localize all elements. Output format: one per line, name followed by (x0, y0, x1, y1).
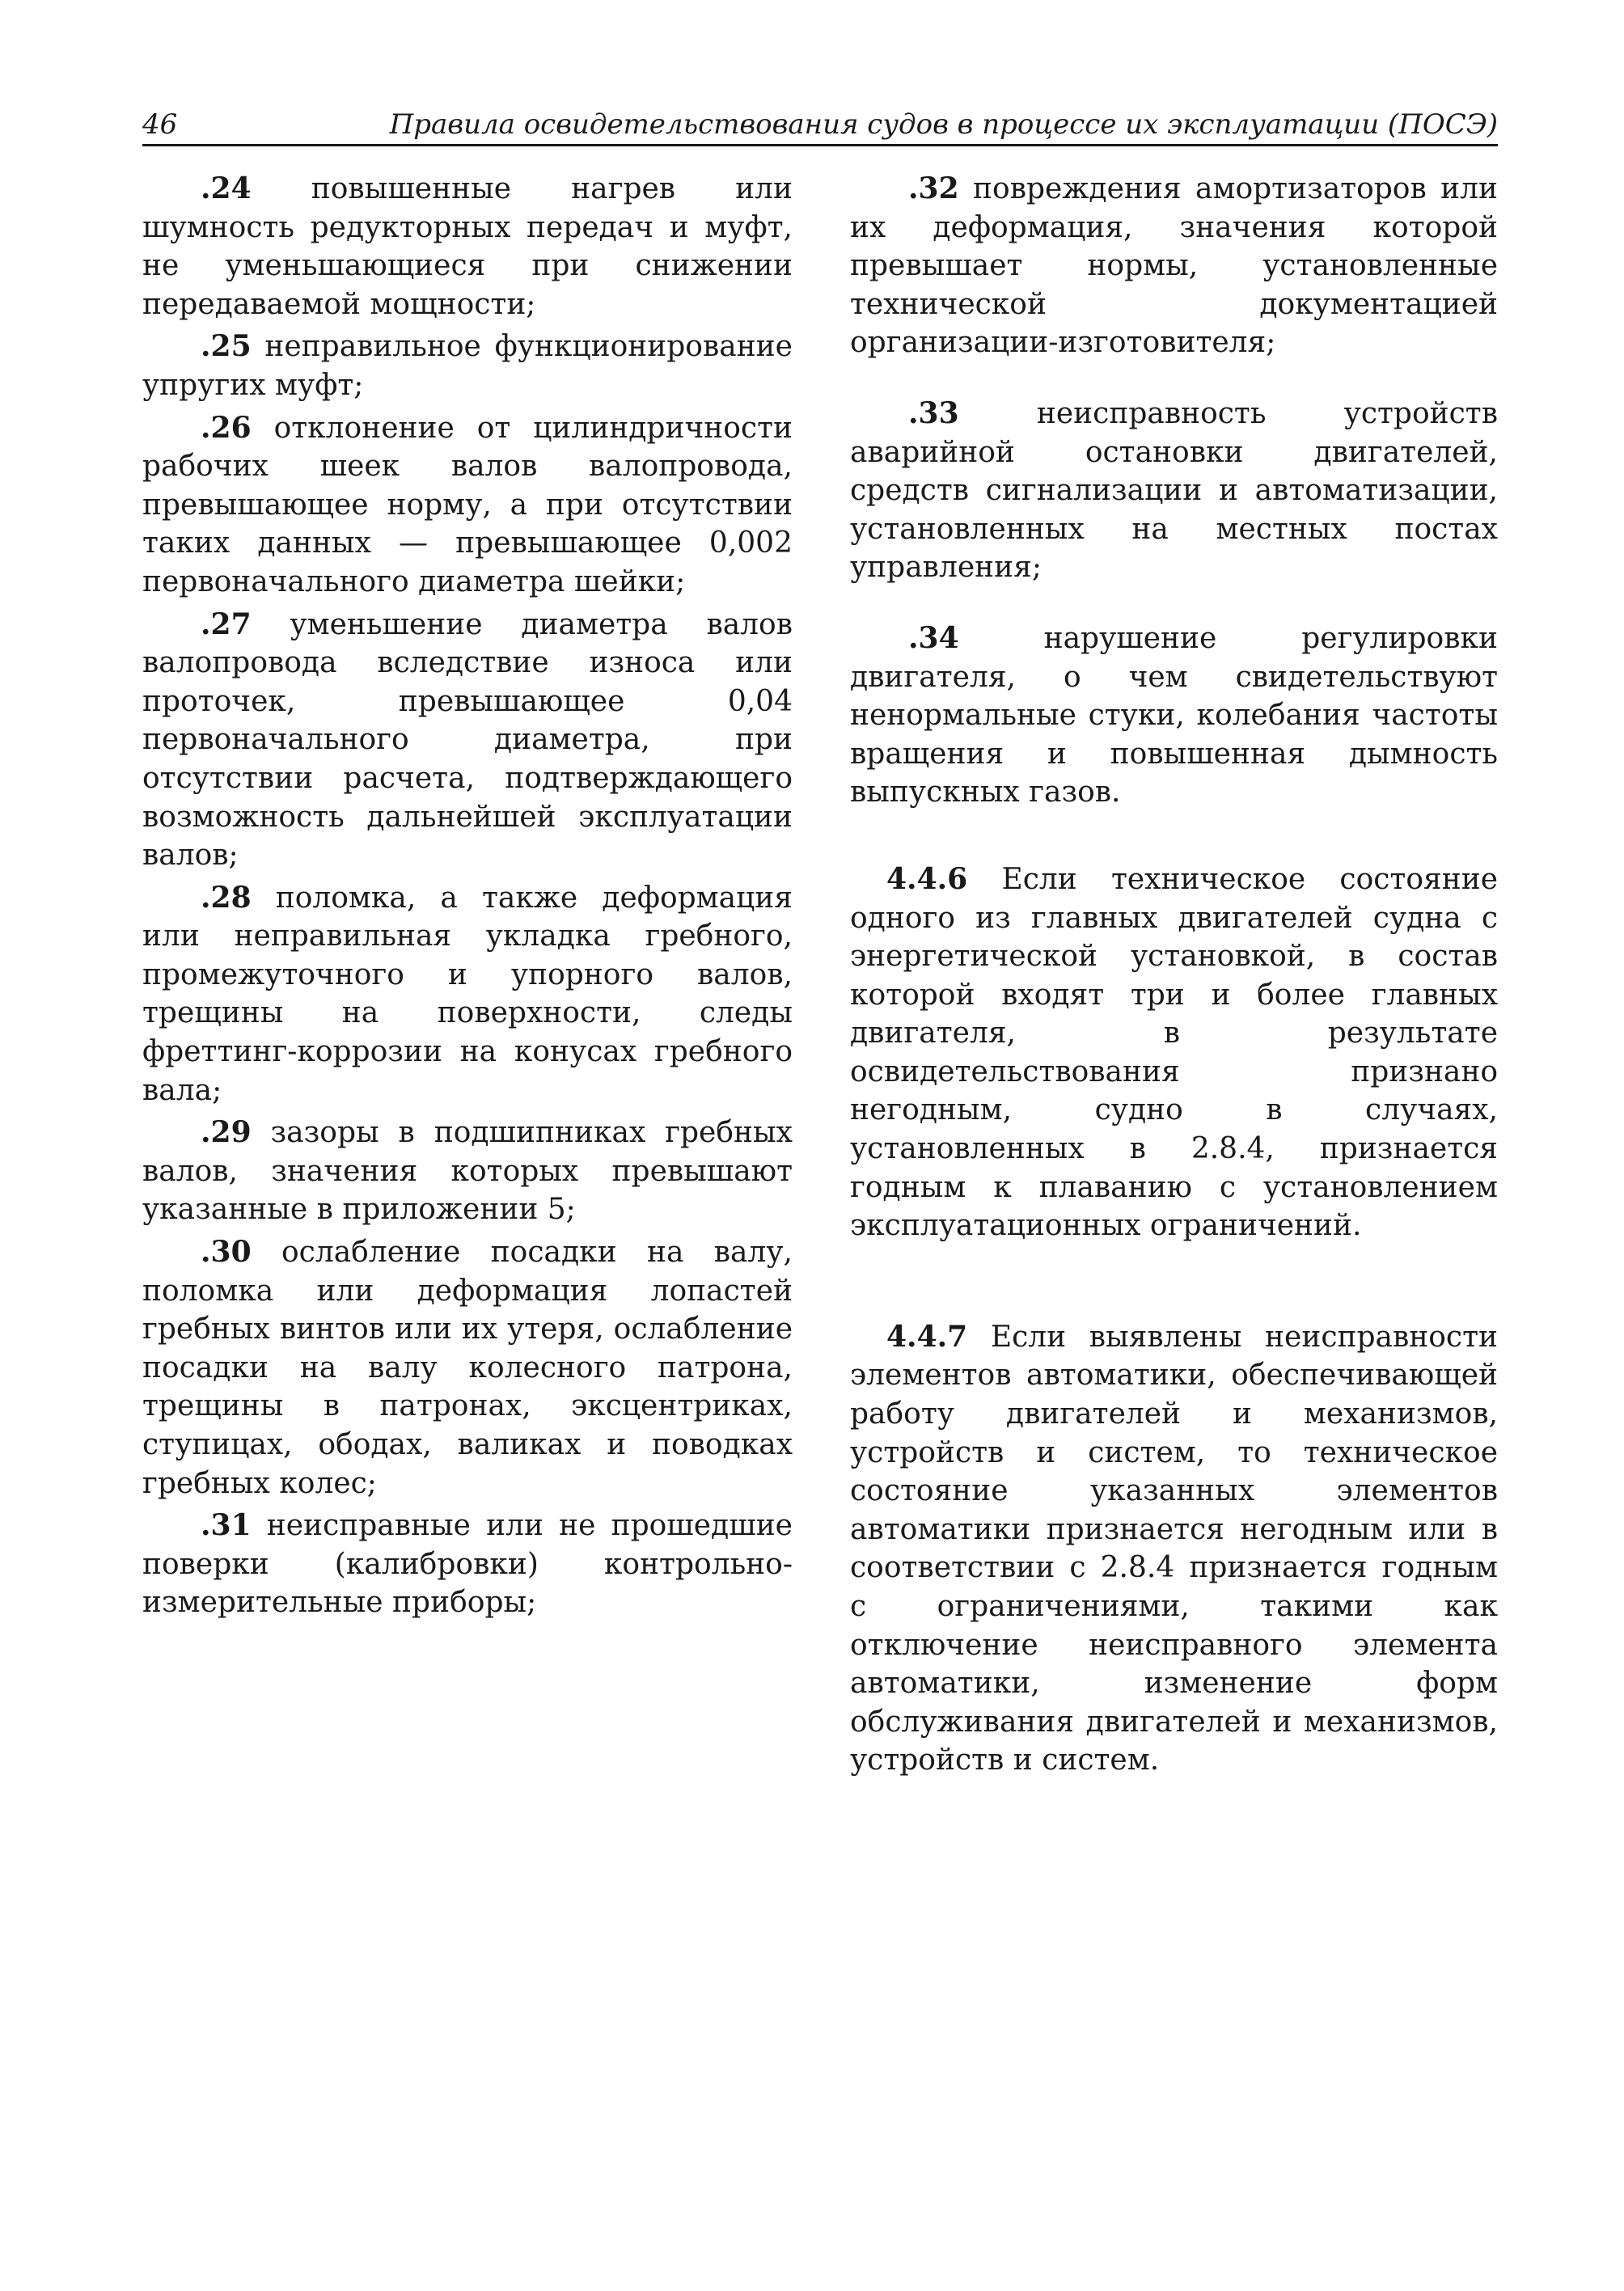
item-text: поломка, а также деформация или неправильная укладка гребного, промежуточного и упорного валов, трещины на поверхности, следы фреттинг-коррозии на конусах гребного вала; (142, 881, 793, 1107)
item-number: .29 (201, 1115, 252, 1150)
list-item (850, 170, 1498, 362)
item-text: нарушение регулировки двигателя, о чем свидетельствуют ненормальные стуки, колебания частоты вращения и повышенная дымность выпускных газов. (850, 621, 1498, 809)
list-item (142, 606, 793, 875)
section-paragraph (850, 860, 1498, 1245)
item-text: неисправность устройств аварийной остановки двигателей, средств сигнализации и автоматизации, установленных на местных постах управления; (850, 396, 1498, 585)
item-text: отклонение от цилиндричности рабочих шеек валов валопровода, превышающее норму, а при отсутствии таких данных — превышающее 0,002 первоначального диаметра шейки; (142, 411, 793, 598)
item-number: .33 (908, 395, 959, 430)
list-item (142, 1233, 793, 1503)
page-header (142, 104, 1498, 146)
list-item (142, 170, 793, 323)
list-item (850, 395, 1498, 587)
item-number: .30 (201, 1235, 252, 1270)
item-text: повреждения амортизаторов или их деформация, значения которой превышает нормы, установленные технической документацией организации-изготовителя; (850, 172, 1498, 360)
left-column (142, 170, 793, 1626)
item-number: .34 (908, 620, 959, 655)
item-text: неправильное функционирование упругих муфт; (142, 330, 793, 402)
list-item (142, 409, 793, 602)
item-number: .26 (201, 410, 252, 445)
list-item (142, 1507, 793, 1622)
item-text: уменьшение диаметра валов валопровода вследствие износа или проточек, превышающее 0,04 первоначального диаметра, при отсутствии расчета, подтверждающего возможность дальнейшей эксплуатации валов; (142, 607, 793, 873)
page-number: 46 (142, 108, 178, 141)
item-number: .25 (201, 329, 252, 364)
right-column (850, 170, 1498, 1780)
item-number: .24 (201, 171, 252, 205)
section-text: Если выявлены неисправности элементов автоматики, обеспечивающей работу двигателей и механизмов, устройств и систем, то техническое состояние указанных элементов автоматики признается негодным или в соответствии с 2.8.4 признается годным с ограничениями, такими как отключение неисправного элемента автоматики, изменение форм обслуживания двигателей и механизмов, устройств и систем. (850, 1320, 1499, 1777)
item-number: .32 (908, 171, 959, 205)
item-text: ослабление посадки на валу, поломка или деформация лопастей гребных винтов или их утеря, ослабление посадки на валу колесного патрона, трещины в патронах, эксцентриках, ступицах, ободах, валиках и поводках гребных колес; (142, 1236, 793, 1500)
item-number: .28 (201, 880, 252, 915)
list-item (142, 1114, 793, 1229)
section-number: 4.4.6 (886, 861, 968, 896)
item-number: .31 (201, 1508, 252, 1543)
item-number: .27 (201, 607, 252, 641)
section-number: 4.4.7 (886, 1319, 968, 1354)
section-paragraph (850, 1318, 1498, 1780)
list-item (142, 328, 793, 404)
item-text: повышенные нагрев или шумность редукторных передач и муфт, не уменьшающиеся при снижении передаваемой мощности; (142, 172, 793, 321)
item-text: зазоры в подшипниках гребных валов, значения которых превышают указанные в приложении 5; (142, 1116, 793, 1227)
running-title: Правила освидетельствования судов в процессе их эксплуатации (ПОСЭ) (389, 108, 1498, 141)
section-text: Если техническое состояние одного из главных двигателей судна с энергетической установкой, в состав которой входят три и более главных двигателя, в результате освидетельствования признано негодным, судно в случаях, установленных в 2.8.4, признается годным к плаванию с установлением эксплуатационных ограничений. (850, 862, 1498, 1243)
list-item (142, 879, 793, 1110)
item-text: неисправные или не прошедшие поверки (калибровки) контрольно-измерительные приборы; (142, 1509, 793, 1620)
list-item (850, 619, 1498, 812)
